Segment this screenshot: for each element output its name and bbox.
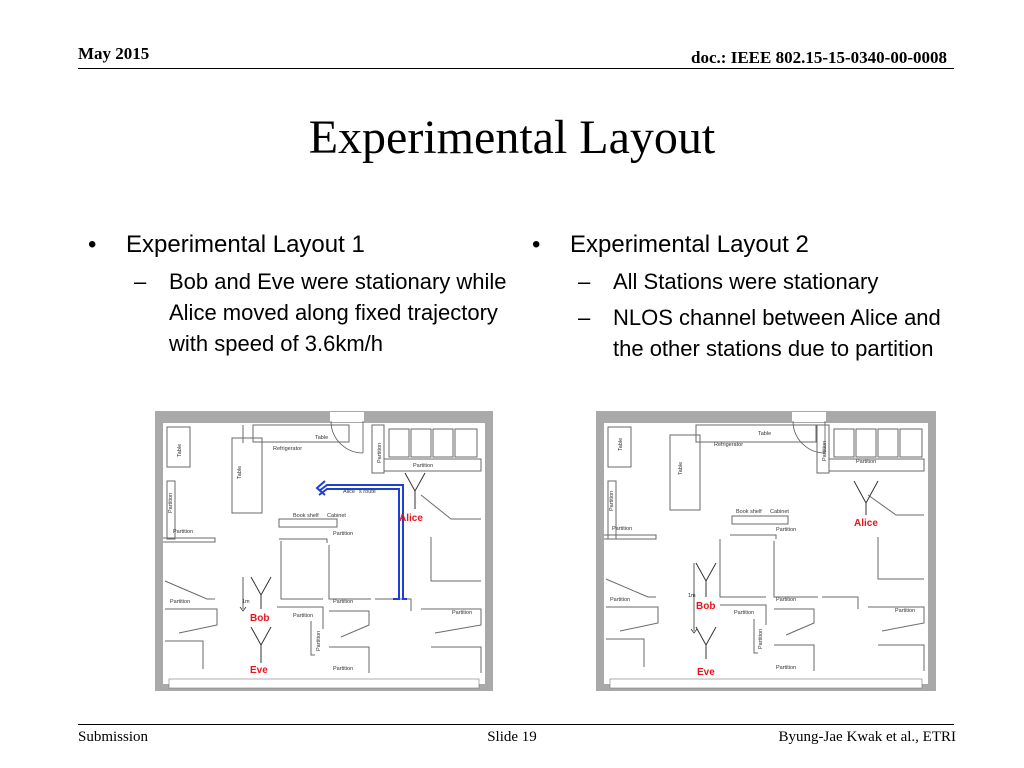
station-bob: Bob [696,601,716,612]
label-partition: Partition [612,526,633,532]
footer-author: Byung-Jae Kwak et al., ETRI [778,729,956,745]
footer-submission: Submission [78,729,149,745]
header-rule [78,68,954,69]
bullet-mark: • [532,231,541,258]
label-partition: Partition [610,597,631,603]
bullet-text: Experimental Layout 2 [570,231,809,258]
label-table-center: Table [237,465,243,479]
left-column [88,228,508,359]
label-refrigerator: Refrigerator [714,442,744,448]
bullet-layout-1 [88,228,508,261]
label-1m: 1m [688,593,696,599]
footer-slide-number: Slide 19 [487,729,537,745]
label-partition-left: Partition [168,492,174,513]
outer-wall [155,411,493,691]
station-alice: Alice [399,513,423,524]
label-partition: Partition [734,610,755,616]
station-eve: Eve [250,665,268,676]
label-partition: Partition [333,531,354,537]
bullet-text: Experimental Layout 1 [126,231,365,258]
label-partition: Partition [333,599,354,605]
sub-bullet [578,266,952,297]
label-partition: Partition [895,608,916,614]
label-table-top: Table [758,431,772,437]
label-partition-vert-lower: Partition [316,630,322,651]
label-partition: Partition [170,599,191,605]
label-1m: 1m [242,599,250,605]
bullet-mark: • [88,231,97,258]
label-book-shelf: Book shelf [293,513,319,519]
sub-bullet-text: NLOS channel between Alice and the other stations due to partition [613,305,941,361]
label-partition: Partition [776,527,797,533]
label-table-left: Table [618,437,624,451]
door-bottom [610,679,922,688]
label-partition: Partition [413,463,434,469]
label-table-top: Table [315,435,329,441]
label-partition-vert-lower: Partition [758,628,764,649]
label-table-left: Table [177,443,183,457]
label-partition: Partition [173,529,194,535]
dash-mark: – [578,305,591,330]
label-alice-route: Alice ' s route [343,489,376,495]
label-partition-vert: Partition [377,442,383,463]
sub-bullet [578,302,952,364]
right-column [532,228,952,364]
label-refrigerator: Refrigerator [273,446,303,452]
label-book-shelf: Book shelf [736,509,762,515]
sub-bullet [134,266,508,359]
outer-wall [596,411,936,691]
label-partition: Partition [856,459,877,465]
dash-mark: – [134,269,147,294]
floor-plan-layout-1 [155,411,493,691]
label-partition: Partition [333,666,354,672]
station-bob: Bob [250,613,270,624]
sub-bullet-text: Bob and Eve were stationary while Alice moved along fixed trajectory with speed of 3.6km/h [169,269,507,356]
slide-title: Experimental Layout [308,111,716,164]
bullet-layout-2 [532,228,952,261]
header-doc-id: doc.: IEEE 802.15-15-0340-00-0008 [691,48,947,67]
sub-bullet-text: All Stations were stationary [613,269,879,294]
label-partition: Partition [452,610,473,616]
label-partition: Partition [293,613,314,619]
header-date: May 2015 [78,44,150,63]
station-alice: Alice [854,518,878,529]
door-bottom [169,679,479,688]
label-partition: Partition [776,665,797,671]
label-cabinet: Cabinet [327,513,346,519]
station-eve: Eve [697,667,715,678]
label-partition-left: Partition [609,490,615,511]
label-cabinet: Cabinet [770,509,789,515]
dash-mark: – [578,269,591,294]
footer-rule [78,724,954,725]
label-table-center: Table [678,461,684,475]
label-partition: Partition [776,597,797,603]
label-partition-vert: Partition [822,440,828,461]
floor-plan-layout-2 [596,411,936,691]
